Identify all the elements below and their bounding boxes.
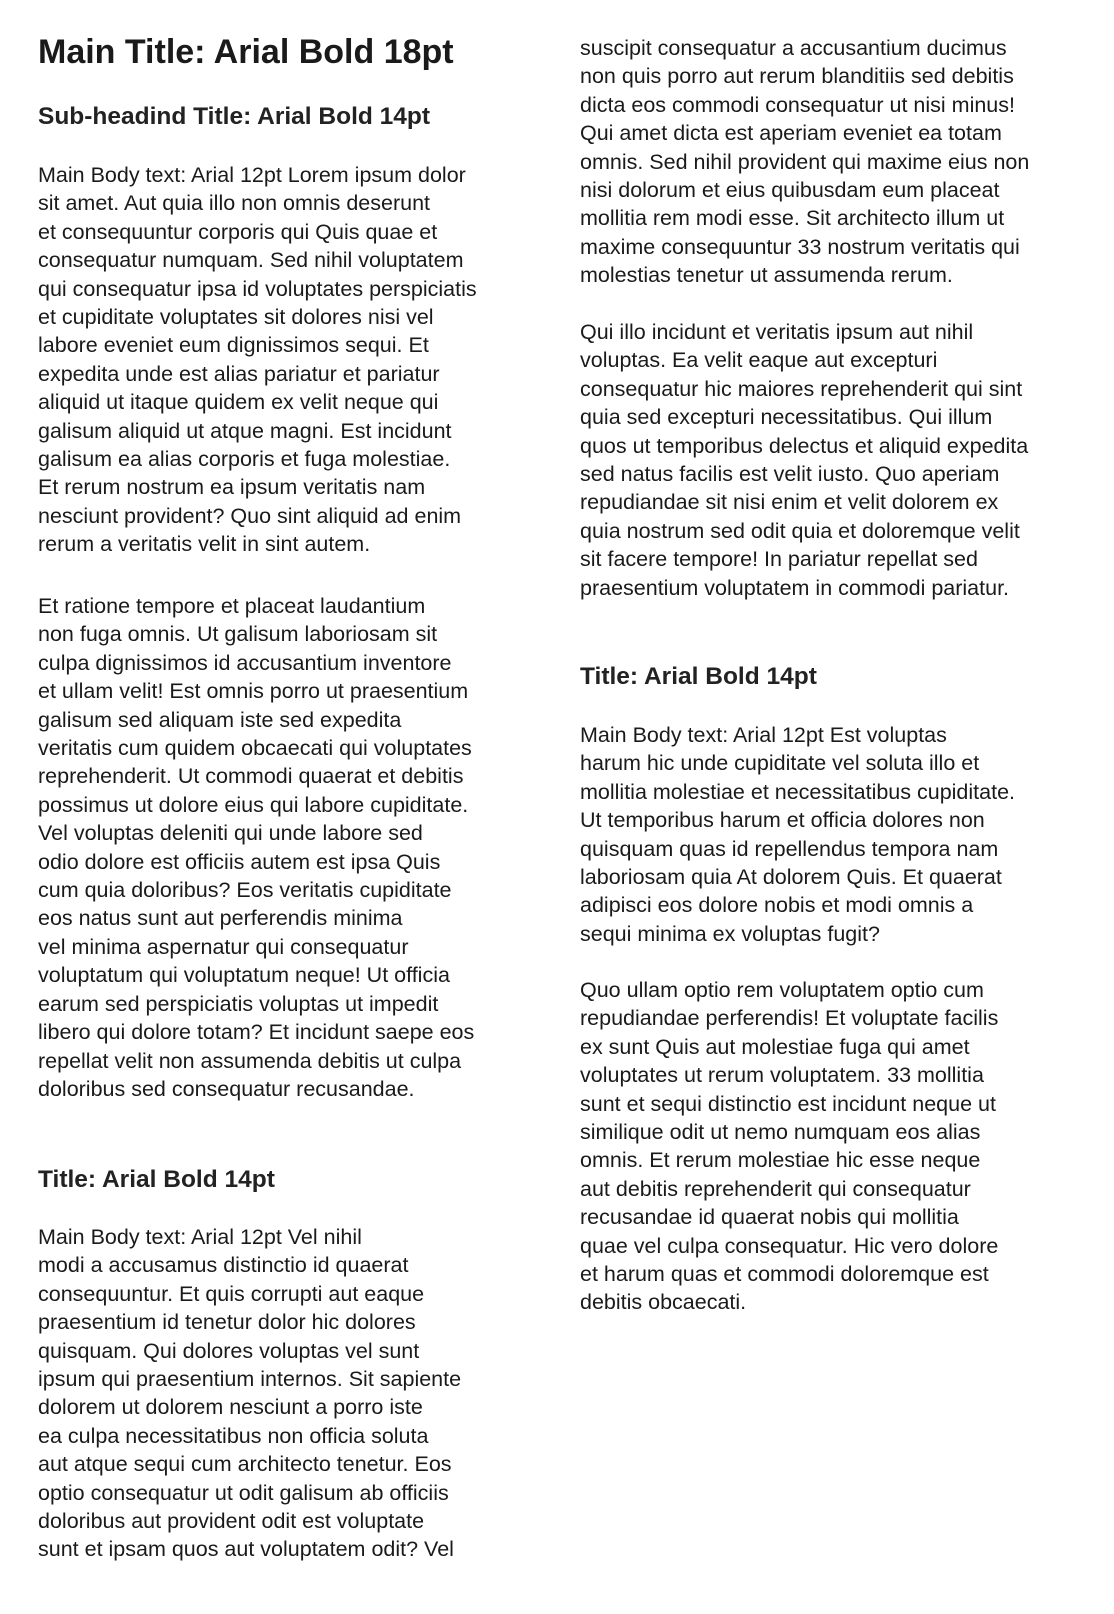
text-line: mollitia rem modi esse. Sit architecto illum ut [580, 206, 1005, 231]
text-line: omnis. Et rerum molestiae hic esse neque [580, 1148, 981, 1173]
text-line: repellat velit non assumenda debitis ut culpa [38, 1048, 462, 1073]
text-line: Main Body text: Arial 12pt Vel nihil [38, 1225, 362, 1249]
text-line: sunt et sequi distinctio est incidunt neque ut [580, 1091, 996, 1116]
text-line: et harum quas et commodi doloremque est [580, 1262, 989, 1287]
text-line: debitis obcaecati. [580, 1290, 747, 1315]
text-line: nisi dolorum et eius quibusdam eum placeat [580, 178, 1000, 203]
right-section-title: Title: Arial Bold 14pt [580, 663, 817, 690]
text-line: Et rerum nostrum ea ipsum veritatis nam [38, 475, 426, 500]
text-line: et consequuntur corporis qui Quis quae et [38, 219, 438, 244]
text-line: reprehenderit. Ut commodi quaerat et debitis [38, 764, 464, 789]
text-line: doloribus aut provident odit est voluptate [38, 1509, 425, 1534]
text-line: repudiandae sit nisi enim et velit dolorem ex [580, 490, 999, 515]
text-line: aliquid ut itaque quidem ex velit neque qui [38, 390, 439, 415]
text-line: odio dolore est officiis autem est ipsa Quis [38, 849, 441, 874]
text-line: quisquam quas id repellendus tempora nam [580, 836, 999, 861]
text-line: possimus ut dolore eius qui labore cupiditate. [38, 792, 469, 817]
text-line: adipisci eos dolore nobis et modi omnis a [580, 893, 974, 918]
text-line: aut atque sequi cum architecto tenetur. Eos [38, 1452, 452, 1477]
right-paragraph-2 [580, 318, 1028, 602]
text-line: vel minima aspernatur qui consequatur [38, 934, 409, 959]
left-paragraph-2 [38, 592, 474, 1103]
left-section-title: Title: Arial Bold 14pt [38, 1166, 275, 1193]
text-line: Main Body text: Arial 12pt Lorem ipsum dolor [38, 163, 466, 187]
text-line: similique odit ut nemo numquam eos alias [580, 1120, 981, 1145]
text-line: voluptatum qui voluptatum neque! Ut officia [38, 963, 450, 988]
text-line: consequuntur. Et quis corrupti aut eaque [38, 1281, 425, 1306]
text-line: quisquam. Qui dolores voluptas vel sunt [38, 1338, 420, 1363]
right-paragraph-1 [580, 34, 1029, 290]
text-line: cum quia doloribus? Eos veritatis cupiditate [38, 878, 452, 903]
text-line: veritatis cum quidem obcaecati qui voluptates [38, 736, 472, 761]
text-line: aut debitis reprehenderit qui consequatur [580, 1176, 971, 1201]
text-line: mollitia molestiae et necessitatibus cupiditate. [580, 779, 1015, 804]
text-line: sequi minima ex voluptas fugit? [580, 921, 880, 946]
text-line: sit amet. Aut quia illo non omnis deserunt [38, 191, 430, 216]
text-line: Qui amet dicta est aperiam eveniet ea totam [580, 121, 1002, 146]
text-line: quia sed excepturi necessitatibus. Qui illum [580, 405, 993, 430]
main-title: Main Title: Arial Bold 18pt [38, 33, 454, 71]
text-line: nesciunt provident? Quo sint aliquid ad enim [38, 503, 462, 528]
text-line: expedita unde est alias pariatur et pariatur [38, 361, 440, 386]
text-line: molestias tenetur ut assumenda rerum. [580, 263, 953, 288]
text-line: Main Body text: Arial 12pt Est voluptas [580, 723, 947, 747]
text-line: ea culpa necessitatibus non officia soluta [38, 1423, 429, 1448]
text-line: dicta eos commodi consequatur ut nisi minus! [580, 92, 1015, 117]
text-line: galisum ea alias corporis et fuga molestiae. [38, 447, 451, 472]
text-line: ipsum qui praesentium internos. Sit sapiente [38, 1367, 462, 1392]
text-line: Quo ullam optio rem voluptatem optio cum [580, 978, 984, 1002]
text-line: sunt et ipsam quos aut voluptatem odit? Vel [38, 1537, 454, 1562]
text-line: Ut temporibus harum et officia dolores non [580, 808, 985, 833]
right-paragraph-4 [580, 976, 998, 1317]
text-line: Vel voluptas deleniti qui unde labore sed [38, 821, 423, 846]
text-line: recusandae id quaerat nobis qui mollitia [580, 1205, 959, 1230]
text-line: galisum aliquid ut atque magni. Est incidunt [38, 418, 452, 443]
text-line: et cupiditate voluptates sit dolores nisi vel [38, 305, 434, 330]
text-line: Qui illo incidunt et veritatis ipsum aut nihil [580, 320, 974, 344]
text-line: et ullam velit! Est omnis porro ut praesentium [38, 679, 469, 704]
text-line: consequatur hic maiores reprehenderit qui sint [580, 376, 1023, 401]
text-line: galisum sed aliquam iste sed expedita [38, 707, 402, 732]
text-line: earum sed perspiciatis voluptas ut impedit [38, 991, 439, 1016]
text-line: non quis porro aut rerum blanditiis sed debitis [580, 64, 1014, 89]
text-line: optio consequatur ut odit galisum ab officiis [38, 1480, 449, 1505]
text-line: qui consequatur ipsa id voluptates perspiciatis [38, 276, 477, 301]
text-line: eos natus sunt aut perferendis minima [38, 906, 403, 931]
text-line: non fuga omnis. Ut galisum laboriosam sit [38, 622, 438, 647]
text-line: omnis. Sed nihil provident qui maxime eius non [580, 149, 1030, 174]
subheading-title: Sub-headind Title: Arial Bold 14pt [38, 103, 431, 130]
text-line: consequatur numquam. Sed nihil voluptatem [38, 248, 464, 273]
text-line: quos ut temporibus delectus et aliquid expedita [580, 433, 1029, 458]
text-line: culpa dignissimos id accusantium inventore [38, 650, 452, 675]
text-line: doloribus sed consequatur recusandae. [38, 1076, 415, 1101]
text-line: modi a accusamus distinctio id quaerat [38, 1253, 409, 1278]
text-line: repudiandae perferendis! Et voluptate facilis [580, 1006, 999, 1031]
text-line: maxime consequuntur 33 nostrum veritatis qui [580, 234, 1020, 259]
text-line: sed natus facilis est velit iusto. Quo aperiam [580, 462, 1000, 487]
text-line: rerum a veritatis velit in sint autem. [38, 532, 371, 557]
text-line: libero qui dolore totam? Et incidunt saepe eos [38, 1020, 475, 1045]
text-line: laboriosam quia At dolorem Quis. Et quaerat [580, 865, 1002, 890]
text-line: praesentium id tenetur dolor hic dolores [38, 1310, 416, 1335]
text-line: sit facere tempore! In pariatur repellat sed [580, 547, 978, 572]
text-line: quae vel culpa consequatur. Hic vero dolore [580, 1233, 999, 1258]
text-line: Et ratione tempore et placeat laudantium [38, 594, 426, 618]
left-paragraph-1 [38, 161, 477, 559]
text-line: quia nostrum sed odit quia et doloremque velit [580, 518, 1020, 543]
text-line: voluptas. Ea velit eaque aut excepturi [580, 348, 938, 373]
text-line: labore eveniet eum dignissimos sequi. Et [38, 333, 429, 358]
text-line: dolorem ut dolorem nesciunt a porro iste [38, 1395, 423, 1420]
text-line: praesentium voluptatem in commodi pariatur. [580, 575, 1010, 600]
text-line: ex sunt Quis aut molestiae fuga qui amet [580, 1034, 970, 1059]
text-line: suscipit consequatur a accusantium ducimus [580, 36, 1007, 60]
left-paragraph-3 [38, 1223, 461, 1564]
text-line: harum hic unde cupiditate vel soluta illo et [580, 751, 980, 776]
text-line: voluptates ut rerum voluptatem. 33 mollitia [580, 1063, 984, 1088]
right-paragraph-3 [580, 721, 1015, 948]
